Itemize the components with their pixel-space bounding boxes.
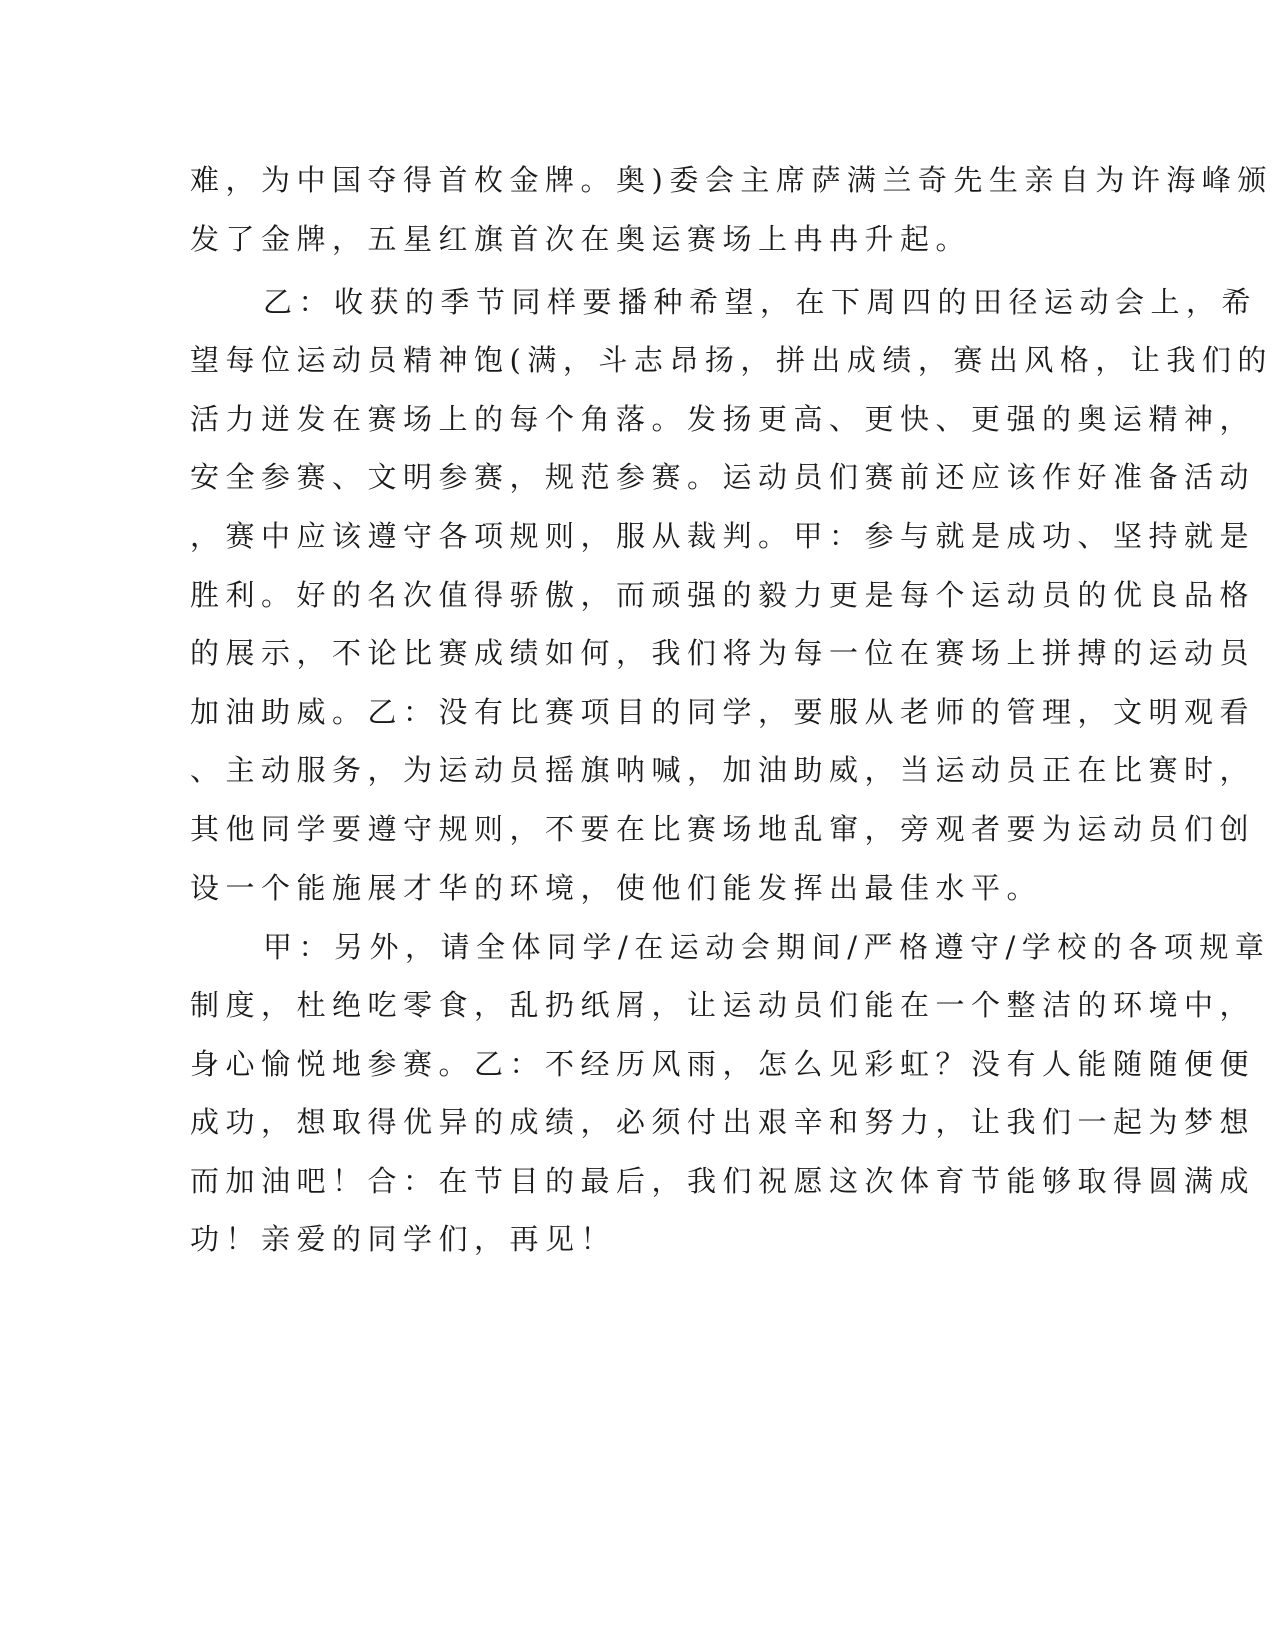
text-line: 身心愉悦地参赛。乙：不经历风雨，怎么见彩虹？没有人能随随便便 [190,1047,1256,1081]
text-line: 望每位运动员精神饱(满，斗志昂扬，拼出成绩，赛出风格，让我们的 [190,343,1273,377]
text-line: 其他同学要遵守规则，不要在比赛场地乱窜，旁观者要为运动员们创 [190,812,1256,846]
text-line: 胜利。好的名次值得骄傲，而顽强的毅力更是每个运动员的优良品格 [190,578,1256,612]
text-line: 、主动服务，为运动员摇旗呐喊，加油助威，当运动员正在比赛时， [190,753,1256,787]
text-line: 设一个能施展才华的环境，使他们能发挥出最佳水平。 [190,871,1043,905]
text-line: 甲：另外，请全体同学/在运动会期间/严格遵守/学校的各项规章 [263,930,1271,964]
text-line: 活力迸发在赛场上的每个角落。发扬更高、更快、更强的奥运精神， [190,402,1256,436]
text-line: 乙：收获的季节同样要播种希望，在下周四的田径运动会上，希 [263,285,1258,319]
text-line: 制度，杜绝吃零食，乱扔纸屑，让运动员们能在一个整洁的环境中， [190,988,1256,1022]
text-line: 成功，想取得优异的成绩，必须付出艰辛和努力，让我们一起为梦想 [190,1105,1256,1139]
text-line: 发了金牌，五星红旗首次在奥运赛场上冉冉升起。 [190,222,972,256]
text-line: 功！亲爱的同学们，再见！ [190,1222,617,1256]
text-line: 难，为中国夺得首枚金牌。奥)委会主席萨满兰奇先生亲自为许海峰颁 [190,163,1273,197]
text-line: 加油助威。乙：没有比赛项目的同学，要服从老师的管理，文明观看 [190,695,1256,729]
text-line: 安全参赛、文明参赛，规范参赛。运动员们赛前还应该作好准备活动 [190,460,1256,494]
text-line: ，赛中应该遵守各项规则，服从裁判。甲：参与就是成功、坚持就是 [190,519,1256,553]
text-line: 的展示，不论比赛成绩如何，我们将为每一位在赛场上拼搏的运动员 [190,636,1256,670]
text-line: 而加油吧！合：在节目的最后，我们祝愿这次体育节能够取得圆满成 [190,1164,1256,1198]
